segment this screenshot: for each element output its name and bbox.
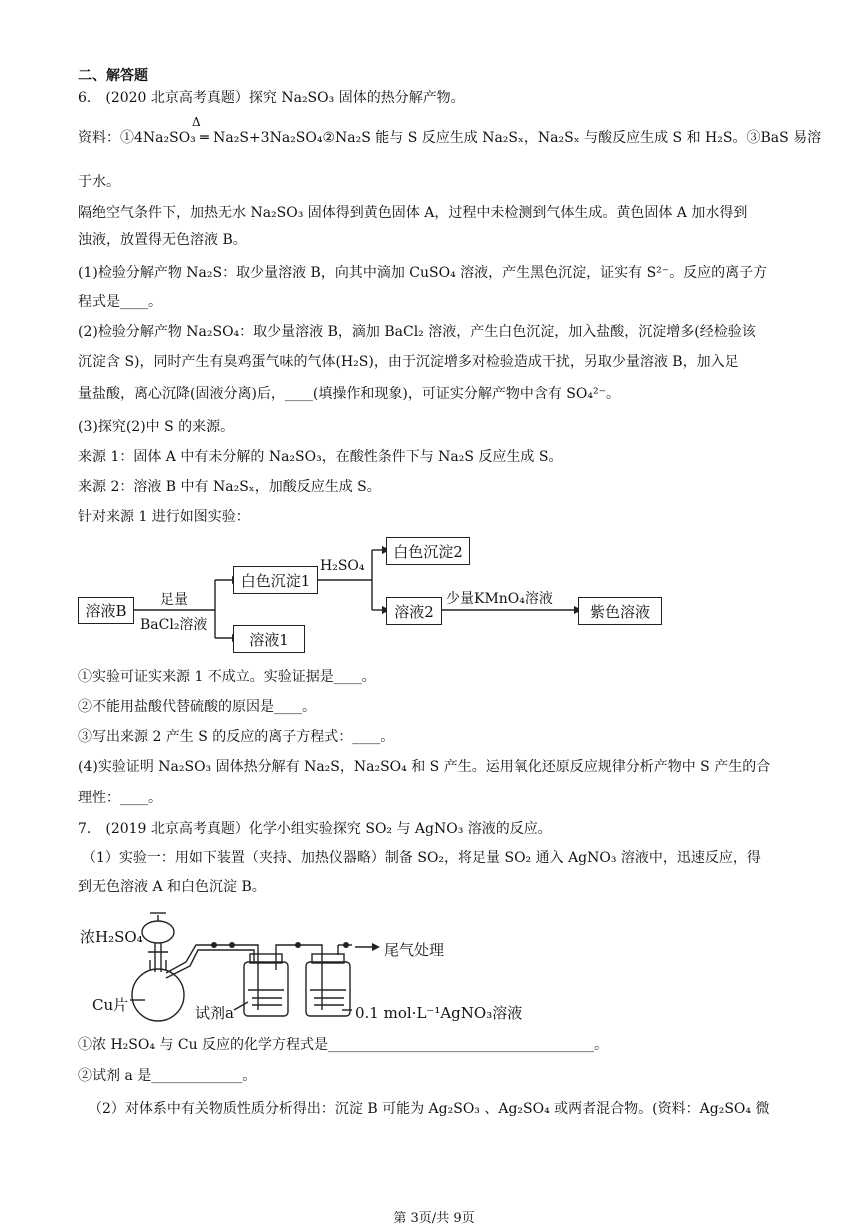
q6-part2-line1: (2)检验分解产物 Na₂SO₄：取少量溶液 B，滴加 BaCl₂ 溶液，产生白色沉淀，加入盐酸，沉淀增多(经检验该 <box>78 324 756 340</box>
q6-part2-line2: 沉淀含 S)，同时产生有臭鸡蛋气味的气体(H₂S)，由于沉淀增多对检验造成干扰，另取少量溶液 B，加入足 <box>78 354 739 370</box>
q7-part1-line1: （1）实验一：用如下装置（夹持、加热仪器略）制备 SO₂，将足量 SO₂ 通入 AgNO₃ 溶液中，迅速反应，得 <box>82 850 761 866</box>
q7-part2: （2）对体系中有关物质性质分析得出：沉淀 B 可能为 Ag₂SO₃ 、Ag₂SO₄ 或两者混合物。(资料：Ag₂SO₄ 微 <box>88 1101 770 1117</box>
q6-part2-line3: 量盐酸，离心沉降(固液分离)后，____(填操作和现象)，可证实分解产物中含有 SO₄²⁻。 <box>78 386 620 402</box>
flow-purple-label: 紫色溶液 <box>589 602 650 621</box>
q6-intro-line1: 隔绝空气条件下，加热无水 Na₂SO₃ 固体得到黄色固体 A，过程中未检测到气体生成。黄色固体 A 加水得到 <box>78 205 748 221</box>
q6-sub2: ②不能用盐酸代替硫酸的原因是____。 <box>78 699 316 715</box>
page-footer: 第 3页/共 9页 <box>393 1211 475 1226</box>
q6-material-line2: 于水。 <box>78 174 120 190</box>
q6-sub1: ①实验可证实来源 1 不成立。实验证据是____。 <box>78 669 376 685</box>
flow-ppt1-label: 白色沉淀1 <box>240 571 311 590</box>
q6-source2: 来源 2：溶液 B 中有 Na₂Sₓ，加酸反应生成 S。 <box>78 479 381 495</box>
q6-part1-line2: 程式是____。 <box>78 294 162 310</box>
apparatus-tail-gas-label: 尾气处理 <box>384 941 445 959</box>
q7-header: 7. (2019 北京高考真题）化学小组实验探究 SO₂ 与 AgNO₃ 溶液的反应。 <box>78 821 552 837</box>
flow-bacl2-label: BaCl₂溶液 <box>140 617 208 633</box>
apparatus-agno3-label: 0.1 mol·L⁻¹AgNO₃溶液 <box>355 1004 523 1022</box>
flow-kmno4-label: 少量KMnO₄溶液 <box>446 591 553 607</box>
q7-answer1: ①浓 H₂SO₄ 与 Cu 反应的化学方程式是______________________________________。 <box>78 1037 609 1053</box>
apparatus-cu-label: Cu片 <box>92 996 129 1014</box>
flow-excess-label: 足量 <box>160 592 188 608</box>
q6-sub3: ③写出来源 2 产生 S 的反应的离子方程式：____。 <box>78 729 395 745</box>
apparatus-conc-h2so4-label: 浓H₂SO₄ <box>80 928 143 946</box>
section-title: 二、解答题 <box>78 68 148 84</box>
flow-soln2-label: 溶液2 <box>394 602 434 621</box>
q7-part1-line2: 到无色溶液 A 和白色沉淀 B。 <box>78 879 266 895</box>
flow-ppt2-label: 白色沉淀2 <box>393 542 463 561</box>
q6-source1: 来源 1：固体 A 中有未分解的 Na₂SO₃，在酸性条件下与 Na₂S 反应生成 S。 <box>78 449 563 465</box>
flow-h2so4-label: H₂SO₄ <box>320 558 365 574</box>
q6-experiment-intro: 针对来源 1 进行如图实验： <box>78 509 250 525</box>
q6-part1-line1: (1)检验分解产物 Na₂S：取少量溶液 B，向其中滴加 CuSO₄ 溶液，产生黑色沉淀，证实有 S²⁻。反应的离子方 <box>78 265 768 281</box>
q6-header: 6. (2020 北京高考真题）探究 Na₂SO₃ 固体的热分解产物。 <box>78 90 465 106</box>
q7-answer2: ②试剂 a 是_____________。 <box>78 1068 257 1084</box>
q6-intro-line2: 浊液，放置得无色溶液 B。 <box>78 232 247 248</box>
flow-soln1-label: 溶液1 <box>249 630 289 649</box>
flow-solution-b-label: 溶液B <box>85 602 127 620</box>
q6-part3: (3)探究(2)中 S 的来源。 <box>78 419 235 435</box>
apparatus-reagent-a-label: 试剂a <box>195 1004 234 1022</box>
q6-material-line1: 资料：①4Na₂SO₃ ═ Na₂S+3Na₂SO₄②Na₂S 能与 S 反应生成 Na₂Sₓ，Na₂Sₓ 与酸反应生成 S 和 H₂S。③BaS 易溶 <box>78 130 822 146</box>
q6-part4-line2: 理性：____。 <box>78 790 162 806</box>
q6-part4-line1: (4)实验证明 Na₂SO₃ 固体热分解有 Na₂S，Na₂SO₄ 和 S 产生。运用氧化还原反应规律分析产物中 S 产生的合 <box>78 759 771 775</box>
delta-sign: Δ <box>192 115 201 129</box>
